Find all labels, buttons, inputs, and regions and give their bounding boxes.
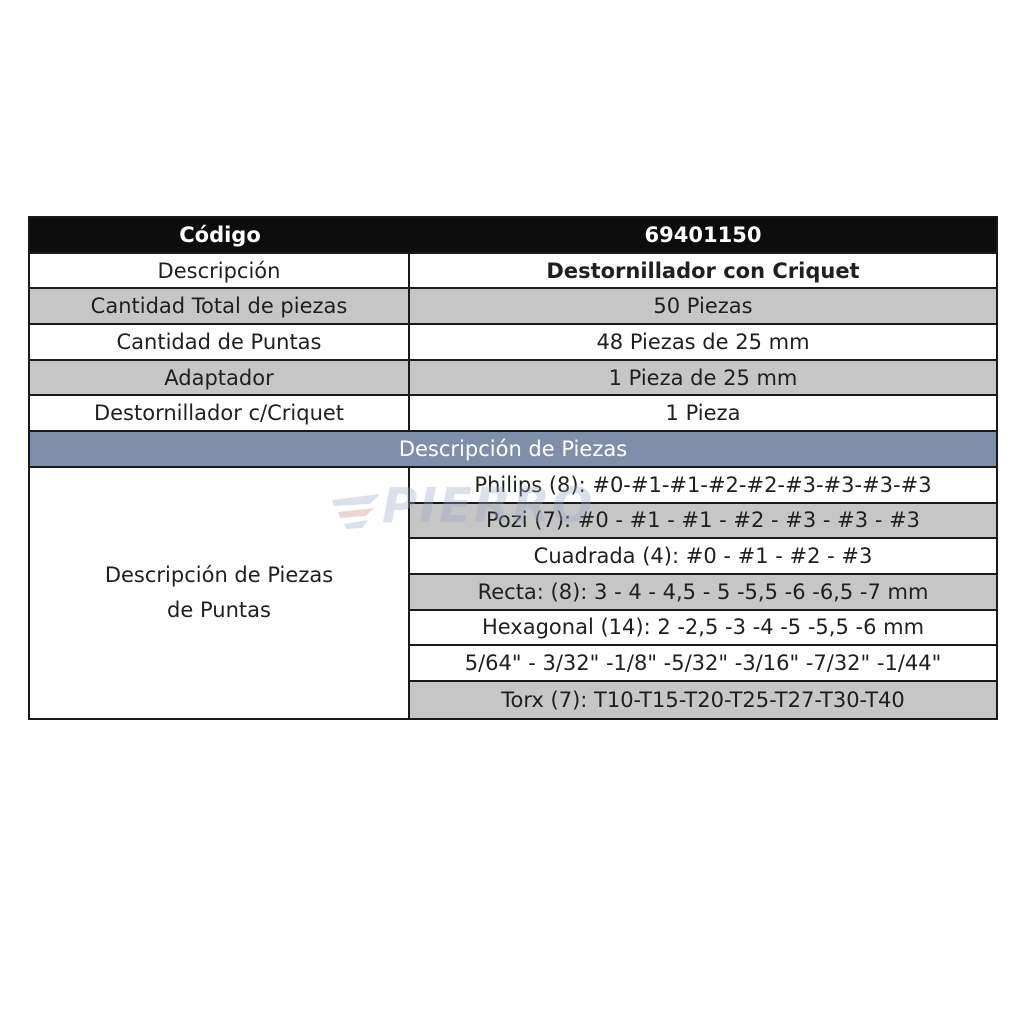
pieces-list	[410, 468, 996, 718]
header-code-value: 69401150	[644, 222, 762, 247]
spec-table	[28, 216, 998, 720]
section-title-row	[30, 432, 996, 468]
list-item: 5/64" - 3/32" -1/8" -5/32" -3/16" -7/32" -1/44"	[410, 646, 996, 682]
list-item: Hexagonal (14): 2 -2,5 -3 -4 -5 -5,5 -6 mm	[410, 611, 996, 647]
table-header-row	[30, 218, 996, 254]
table-row	[30, 361, 996, 397]
row-label: Adaptador	[30, 361, 410, 395]
section-title: Descripción de Piezas	[398, 436, 628, 461]
list-item: Philips (8): #0-#1-#1-#2-#2-#3-#3-#3-#3	[410, 468, 996, 504]
header-label: Código	[179, 222, 261, 247]
row-label: Descripción	[30, 254, 410, 288]
pieces-label-line2: de Puntas	[167, 597, 271, 622]
row-value: 50 Piezas	[653, 294, 753, 319]
table-row	[30, 254, 996, 290]
row-value: 1 Pieza de 25 mm	[608, 365, 798, 390]
table-row	[30, 325, 996, 361]
table-row	[30, 396, 996, 432]
list-item: Torx (7): T10-T15-T20-T25-T27-T30-T40	[410, 682, 996, 718]
pieces-block	[30, 468, 996, 718]
row-label: Destornillador c/Criquet	[30, 396, 410, 430]
row-label: Cantidad de Puntas	[30, 325, 410, 359]
row-value: 48 Piezas de 25 mm	[596, 329, 810, 354]
list-item: Pozi (7): #0 - #1 - #1 - #2 - #3 - #3 - #3	[410, 504, 996, 540]
pieces-label-line1: Descripción de Piezas	[104, 562, 334, 587]
list-item: Recta: (8): 3 - 4 - 4,5 - 5 -5,5 -6 -6,5 -7 mm	[410, 575, 996, 611]
pieces-label	[30, 468, 410, 718]
row-label: Cantidad Total de piezas	[30, 289, 410, 323]
table-row	[30, 289, 996, 325]
row-value: Destornillador con Criquet	[546, 258, 860, 283]
list-item: Cuadrada (4): #0 - #1 - #2 - #3	[410, 539, 996, 575]
watermark-text: PIERRO	[382, 478, 595, 534]
row-value: 1 Pieza	[665, 401, 741, 426]
